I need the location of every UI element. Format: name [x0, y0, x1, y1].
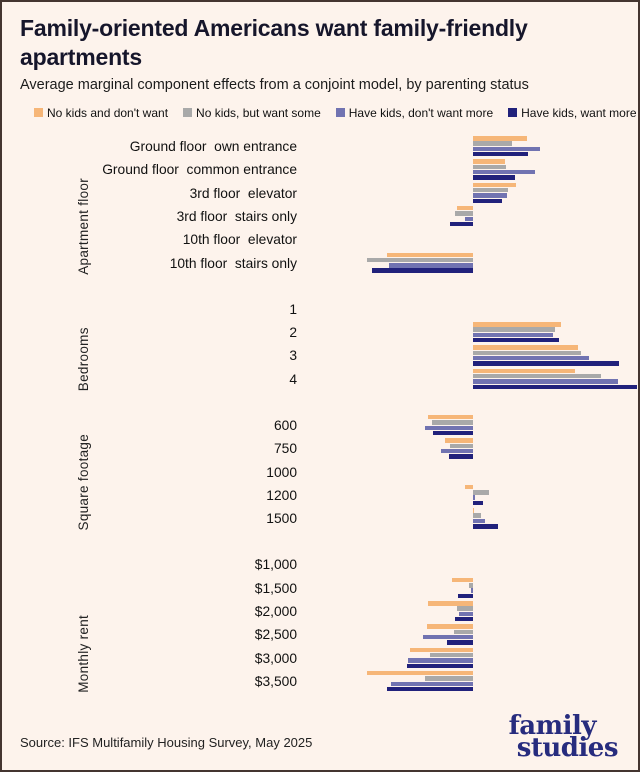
grouped-bar-chart — [2, 135, 640, 693]
category-label: 4 — [289, 371, 297, 387]
category-row — [2, 414, 640, 437]
bar-no-kids-but-want-some — [473, 513, 481, 518]
category-label: 1500 — [266, 511, 297, 527]
bar-no-kids-but-want-some — [473, 490, 489, 495]
category-label: $3,500 — [254, 673, 297, 689]
category-row — [2, 484, 640, 507]
bar-no-kids-and-don-t-want — [457, 206, 473, 211]
bar-have-kids-don-t-want-more — [459, 612, 473, 617]
bar-have-kids-don-t-want-more — [473, 495, 475, 500]
bar-no-kids-and-don-t-want — [427, 624, 473, 629]
group-axis-label: Bedrooms — [76, 326, 91, 391]
bar-have-kids-don-t-want-more — [465, 217, 473, 222]
category-row — [2, 623, 640, 646]
bar-cluster — [297, 624, 640, 645]
bar-cluster — [297, 136, 640, 157]
bar-have-kids-want-more — [407, 664, 473, 669]
category-label: 1200 — [266, 487, 297, 503]
bar-have-kids-want-more — [473, 152, 528, 157]
bar-cluster — [297, 554, 640, 575]
category-label: 10th floor stairs only — [169, 255, 297, 271]
legend-label: Have kids, want more — [521, 105, 637, 120]
bar-no-kids-but-want-some — [367, 258, 473, 263]
bar-no-kids-but-want-some — [473, 165, 506, 170]
group-axis-label: Square footage — [76, 433, 91, 531]
legend-swatch-icon — [183, 108, 192, 117]
bar-have-kids-want-more — [473, 501, 483, 506]
bar-have-kids-don-t-want-more — [473, 193, 507, 198]
category-label: 3 — [289, 348, 297, 364]
legend-item-2 — [336, 106, 493, 120]
legend-swatch-icon — [336, 108, 345, 117]
source-note: Source: IFS Multifamily Housing Survey, May 2025 — [20, 734, 313, 750]
bar-no-kids-but-want-some — [432, 420, 473, 425]
bar-have-kids-don-t-want-more — [471, 588, 473, 593]
bar-cluster — [297, 183, 640, 204]
bar-have-kids-want-more — [387, 687, 473, 692]
bar-no-kids-and-don-t-want — [387, 253, 473, 258]
category-label: 1 — [289, 301, 297, 317]
bar-have-kids-want-more — [473, 524, 498, 529]
bar-have-kids-want-more — [450, 222, 473, 227]
bar-no-kids-and-don-t-want — [452, 578, 473, 583]
category-row — [2, 437, 640, 460]
bar-cluster — [297, 369, 640, 390]
bar-no-kids-and-don-t-want — [445, 438, 473, 443]
category-row — [2, 251, 640, 274]
bar-cluster — [297, 206, 640, 227]
bar-no-kids-but-want-some — [457, 606, 473, 611]
bar-no-kids-and-don-t-want — [473, 322, 561, 327]
chart-group-square-footage — [2, 414, 640, 530]
bar-cluster — [297, 322, 640, 343]
bar-no-kids-and-don-t-want — [410, 648, 473, 653]
category-label: $1,000 — [254, 557, 297, 573]
bar-no-kids-and-don-t-want — [367, 671, 473, 676]
category-row — [2, 298, 640, 321]
chart-subtitle: Average marginal component effects from a conjoint model, by parenting status — [20, 76, 529, 93]
bar-have-kids-don-t-want-more — [473, 379, 618, 384]
category-label: 1000 — [266, 464, 297, 480]
bar-have-kids-want-more — [473, 361, 619, 366]
bar-cluster — [297, 438, 640, 459]
bar-have-kids-want-more — [372, 268, 473, 273]
chart-group-monthly-rent — [2, 553, 640, 693]
legend-item-3 — [508, 106, 636, 120]
category-label: 3rd floor stairs only — [176, 208, 297, 224]
bar-no-kids-and-don-t-want — [465, 485, 473, 490]
bar-have-kids-want-more — [473, 175, 515, 180]
category-row — [2, 577, 640, 600]
category-label: Ground floor own entrance — [129, 139, 297, 155]
category-row — [2, 158, 640, 181]
group-axis-label: Monthly rent — [76, 615, 91, 694]
category-row — [2, 647, 640, 670]
category-label: 2 — [289, 325, 297, 341]
bar-no-kids-but-want-some — [473, 327, 555, 332]
category-row — [2, 670, 640, 693]
legend-label: No kids and don't want — [47, 105, 169, 120]
bar-no-kids-and-don-t-want — [473, 345, 578, 350]
logo-word-studies: studies — [516, 732, 618, 763]
family-studies-logo — [508, 711, 618, 763]
category-label: $2,500 — [254, 627, 297, 643]
bar-no-kids-but-want-some — [450, 444, 473, 449]
bar-no-kids-and-don-t-want — [428, 415, 473, 420]
category-label: $1,500 — [254, 580, 297, 596]
bar-no-kids-but-want-some — [425, 676, 473, 681]
bar-have-kids-don-t-want-more — [473, 170, 535, 175]
bar-have-kids-want-more — [473, 385, 637, 390]
category-row — [2, 460, 640, 483]
category-row — [2, 553, 640, 576]
bar-cluster — [297, 299, 640, 320]
bar-cluster — [297, 671, 640, 692]
bar-have-kids-want-more — [458, 594, 473, 599]
bar-have-kids-don-t-want-more — [441, 449, 473, 454]
bar-cluster — [297, 229, 640, 250]
bar-cluster — [297, 253, 640, 274]
bar-have-kids-don-t-want-more — [473, 356, 589, 361]
category-row — [2, 321, 640, 344]
category-label: 750 — [273, 441, 297, 457]
bar-no-kids-and-don-t-want — [473, 159, 505, 164]
bar-cluster — [297, 415, 640, 436]
bar-no-kids-but-want-some — [469, 583, 473, 588]
category-label: $2,000 — [254, 604, 297, 620]
legend-item-0 — [34, 106, 168, 120]
bar-no-kids-but-want-some — [473, 351, 581, 356]
bar-no-kids-but-want-some — [454, 630, 473, 635]
chart-title: Family-oriented Americans want family-friendly apartments — [20, 15, 528, 71]
category-row — [2, 205, 640, 228]
chart-group-bedrooms — [2, 298, 640, 391]
legend-label: No kids, but want some — [196, 105, 321, 120]
bar-cluster — [297, 578, 640, 599]
bar-no-kids-and-don-t-want — [473, 183, 516, 188]
category-label: $3,000 — [254, 650, 297, 666]
bar-no-kids-but-want-some — [473, 188, 508, 193]
bar-have-kids-don-t-want-more — [473, 519, 485, 524]
bar-have-kids-don-t-want-more — [423, 635, 473, 640]
bar-cluster — [297, 485, 640, 506]
bar-no-kids-and-don-t-want — [473, 136, 527, 141]
bar-have-kids-want-more — [433, 431, 473, 436]
bar-have-kids-don-t-want-more — [391, 682, 473, 687]
chart-group-apartment-floor — [2, 135, 640, 275]
bar-cluster — [297, 345, 640, 366]
legend-item-1 — [183, 106, 321, 120]
category-row — [2, 507, 640, 530]
legend-label: Have kids, don't want more — [348, 105, 494, 120]
bar-cluster — [297, 508, 640, 529]
category-row — [2, 135, 640, 158]
bar-no-kids-but-want-some — [473, 141, 512, 146]
category-row — [2, 344, 640, 367]
bar-cluster — [297, 601, 640, 622]
bar-have-kids-don-t-want-more — [473, 147, 540, 152]
category-label: 10th floor elevator — [182, 232, 297, 248]
category-row — [2, 368, 640, 391]
bar-have-kids-want-more — [473, 199, 502, 204]
bar-no-kids-but-want-some — [455, 211, 473, 216]
footer — [20, 711, 618, 763]
bar-no-kids-and-don-t-want — [473, 369, 575, 374]
bar-have-kids-don-t-want-more — [408, 658, 473, 663]
bar-have-kids-want-more — [455, 617, 473, 622]
bar-cluster — [297, 462, 640, 483]
bar-have-kids-want-more — [447, 640, 473, 645]
bar-no-kids-but-want-some — [473, 374, 601, 379]
bar-have-kids-don-t-want-more — [425, 426, 473, 431]
bar-no-kids-and-don-t-want — [473, 508, 474, 513]
bar-cluster — [297, 159, 640, 180]
bar-have-kids-don-t-want-more — [473, 333, 553, 338]
category-label: 600 — [273, 417, 297, 433]
category-row — [2, 181, 640, 204]
bar-no-kids-and-don-t-want — [428, 601, 473, 606]
logo-word-family: family — [508, 711, 596, 742]
legend-swatch-icon — [508, 108, 517, 117]
bar-have-kids-want-more — [473, 338, 559, 343]
bar-no-kids-but-want-some — [430, 653, 473, 658]
legend — [34, 105, 637, 120]
bar-have-kids-want-more — [449, 454, 473, 459]
category-label: Ground floor common entrance — [102, 162, 297, 178]
bar-have-kids-don-t-want-more — [389, 263, 473, 268]
category-label: 3rd floor elevator — [189, 185, 297, 201]
group-axis-label: Apartment floor — [76, 177, 91, 275]
category-row — [2, 600, 640, 623]
bar-cluster — [297, 648, 640, 669]
category-row — [2, 228, 640, 251]
legend-swatch-icon — [34, 108, 43, 117]
